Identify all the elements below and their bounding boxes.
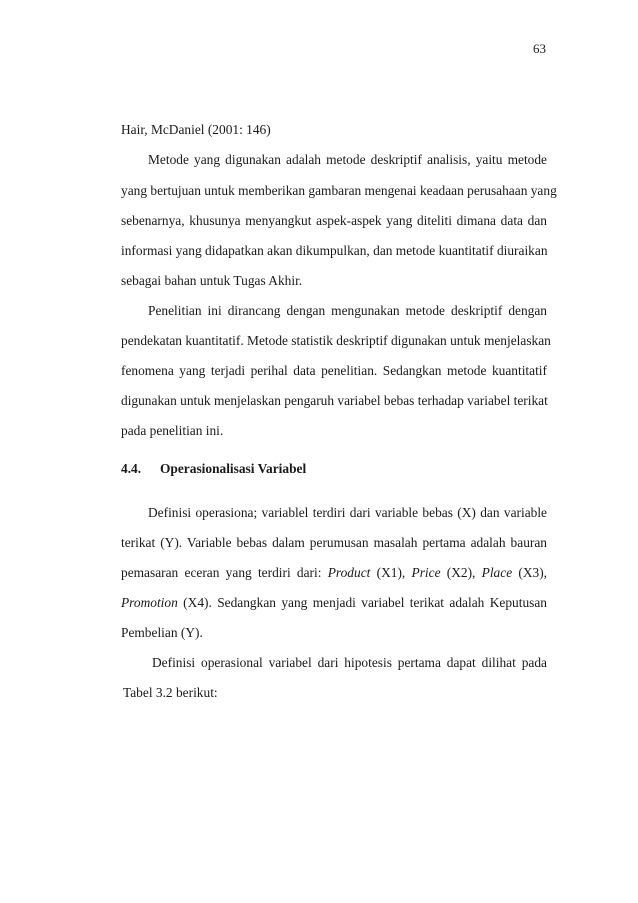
paragraph-3-line: terikat (Y). Variable bebas dalam perumusan masalah pertama adalah bauran — [121, 535, 547, 550]
paragraph-3-line: pemasaran eceran yang terdiri dari: Product (X1), Price (X2), Place (X3), — [121, 565, 548, 580]
paragraph-3-line: Definisi operasiona; variablel terdiri dari variable bebas (X) dan variable — [148, 505, 547, 520]
term-price: Price — [411, 565, 441, 580]
section-heading — [121, 461, 547, 477]
paragraph-4-line: Definisi operasional variabel dari hipotesis pertama dapat dilihat pada — [152, 655, 547, 670]
paragraph-4-line: Tabel 3.2 berikut: — [123, 685, 218, 700]
section-title: Operasionalisasi Variabel — [160, 461, 307, 476]
paragraph-3-line: Promotion (X4). Sedangkan yang menjadi variabel terikat adalah Keputusan — [121, 595, 547, 610]
paragraph-2-line: digunakan untuk menjelaskan pengaruh variabel bebas terhadap variabel terikat — [121, 393, 548, 408]
page-number: 63 — [533, 41, 546, 56]
section-number: 4.4. — [121, 461, 142, 476]
term-promotion: Promotion — [121, 595, 178, 610]
paragraph-1-line: Metode yang digunakan adalah metode deskriptif analisis, yaitu metode — [148, 152, 547, 167]
paragraph-1-line: sebenarnya, khusunya menyangkut aspek-aspek yang diteliti dimana data dan — [121, 213, 547, 228]
paragraph-1-line: yang bertujuan untuk memberikan gambaran mengenai keadaan perusahaan yang — [121, 183, 557, 198]
citation: Hair, McDaniel (2001: 146) — [121, 122, 271, 137]
paragraph-2-line: fenomena yang terjadi perihal data penelitian. Sedangkan metode kuantitatif — [121, 363, 547, 378]
paragraph-2-line: pada penelitian ini. — [121, 423, 224, 438]
paragraph-1-line: informasi yang didapatkan akan dikumpulkan, dan metode kuantitatif diuraikan — [121, 243, 548, 258]
term-product: Product — [327, 565, 371, 580]
paragraph-1-line: sebagai bahan untuk Tugas Akhir. — [121, 273, 303, 288]
paragraph-2-line: Penelitian ini dirancang dengan mengunakan metode deskriptif dengan — [148, 303, 547, 318]
paragraph-3-line: Pembelian (Y). — [121, 625, 203, 640]
term-place: Place — [481, 565, 513, 580]
paragraph-2-line: pendekatan kuantitatif. Metode statistik deskriptif digunakan untuk menjelaskan — [121, 333, 551, 348]
